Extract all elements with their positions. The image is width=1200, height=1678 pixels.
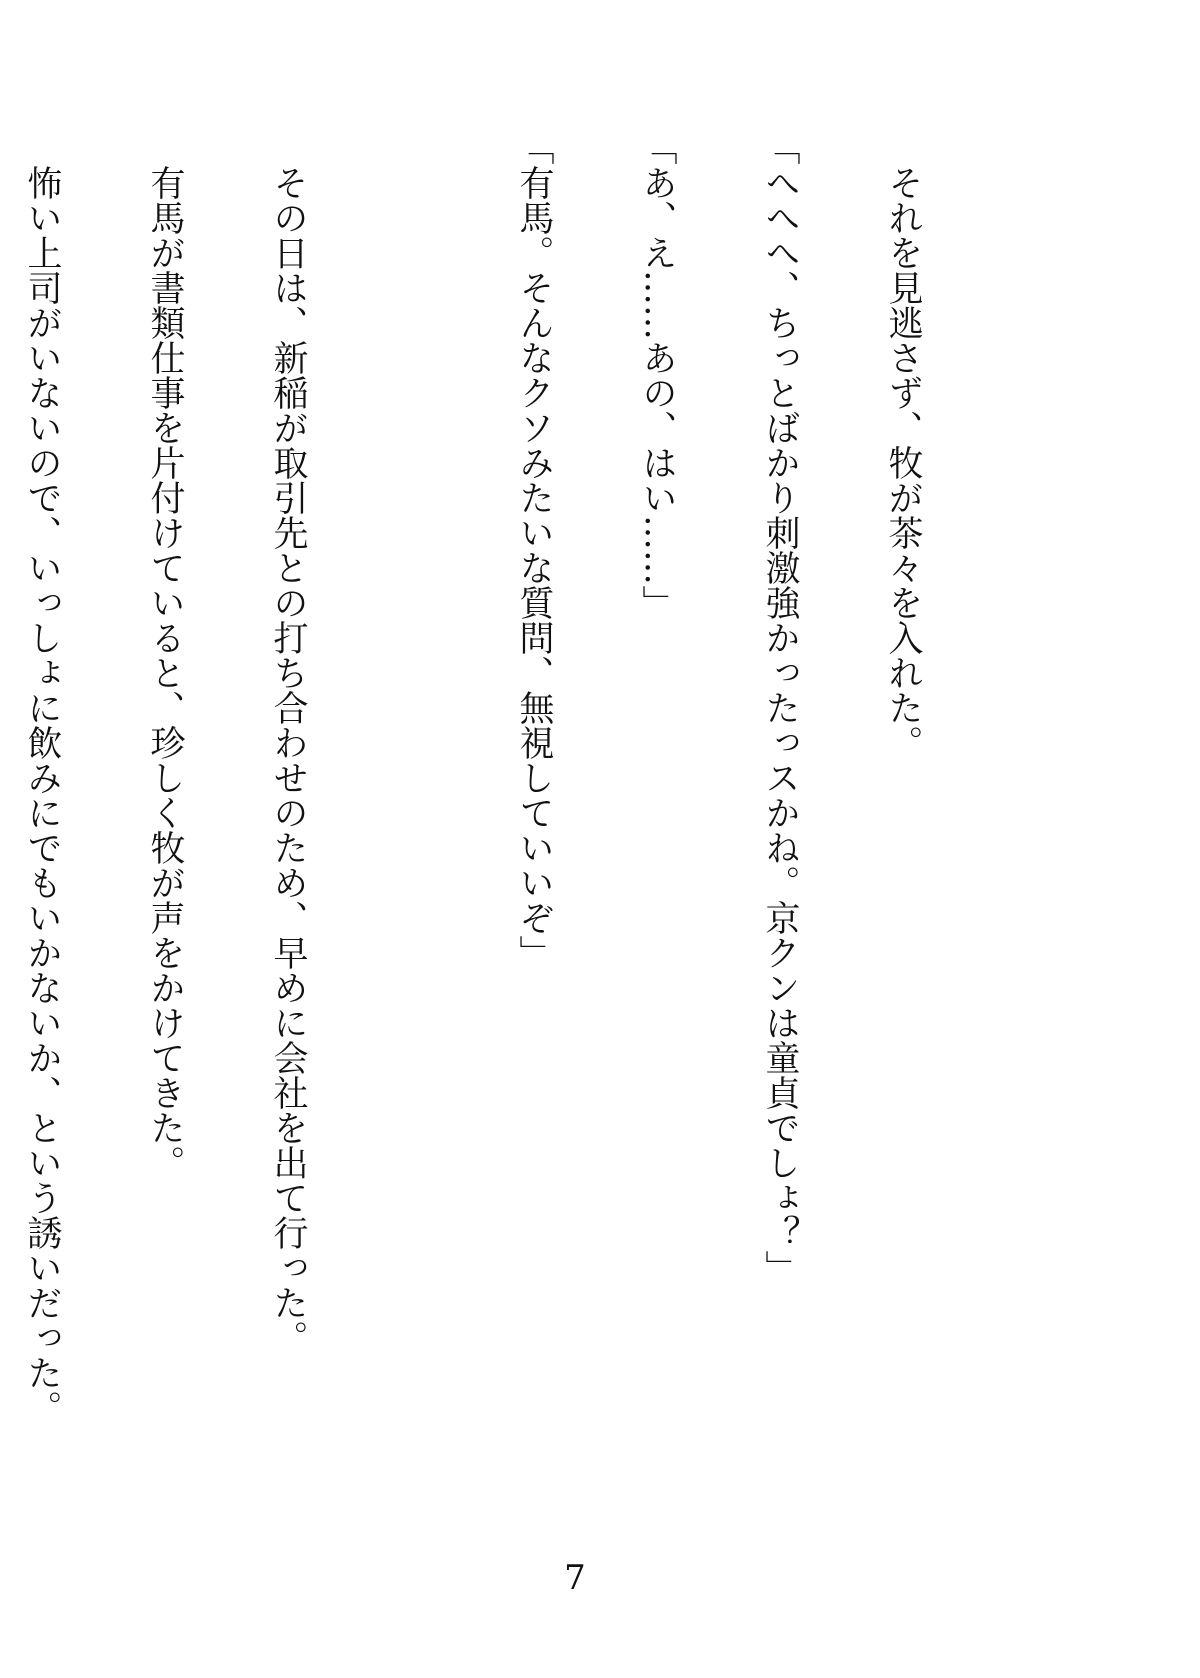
text-line: それを見逃さず、牧が茶々を入れた。 [883,165,923,760]
text-line: 「あ、え……あの、はい……」 [637,130,677,620]
page-number: 7 [564,1558,586,1598]
text-line: 有馬が書類仕事を片付けていると、珍しく牧が声をかけてきた。 [145,165,185,1180]
blank-line [390,130,431,1550]
body-text [0,130,1005,1550]
text-line: 「へへへ、ちっとばかり刺激強かったっスかね。京クンは童貞でしょ？」 [760,130,800,1285]
text-line: その日は、新稲が取引先との打ち合わせのため、早めに会社を出て行った。 [268,165,308,1355]
text-line: 怖い上司がいないので、いっしょに飲みにでもいかないか、という誘いだった。 [22,165,62,1425]
text-line: 「有馬。そんなクソみたいな質問、無視していいぞ」 [514,130,554,970]
